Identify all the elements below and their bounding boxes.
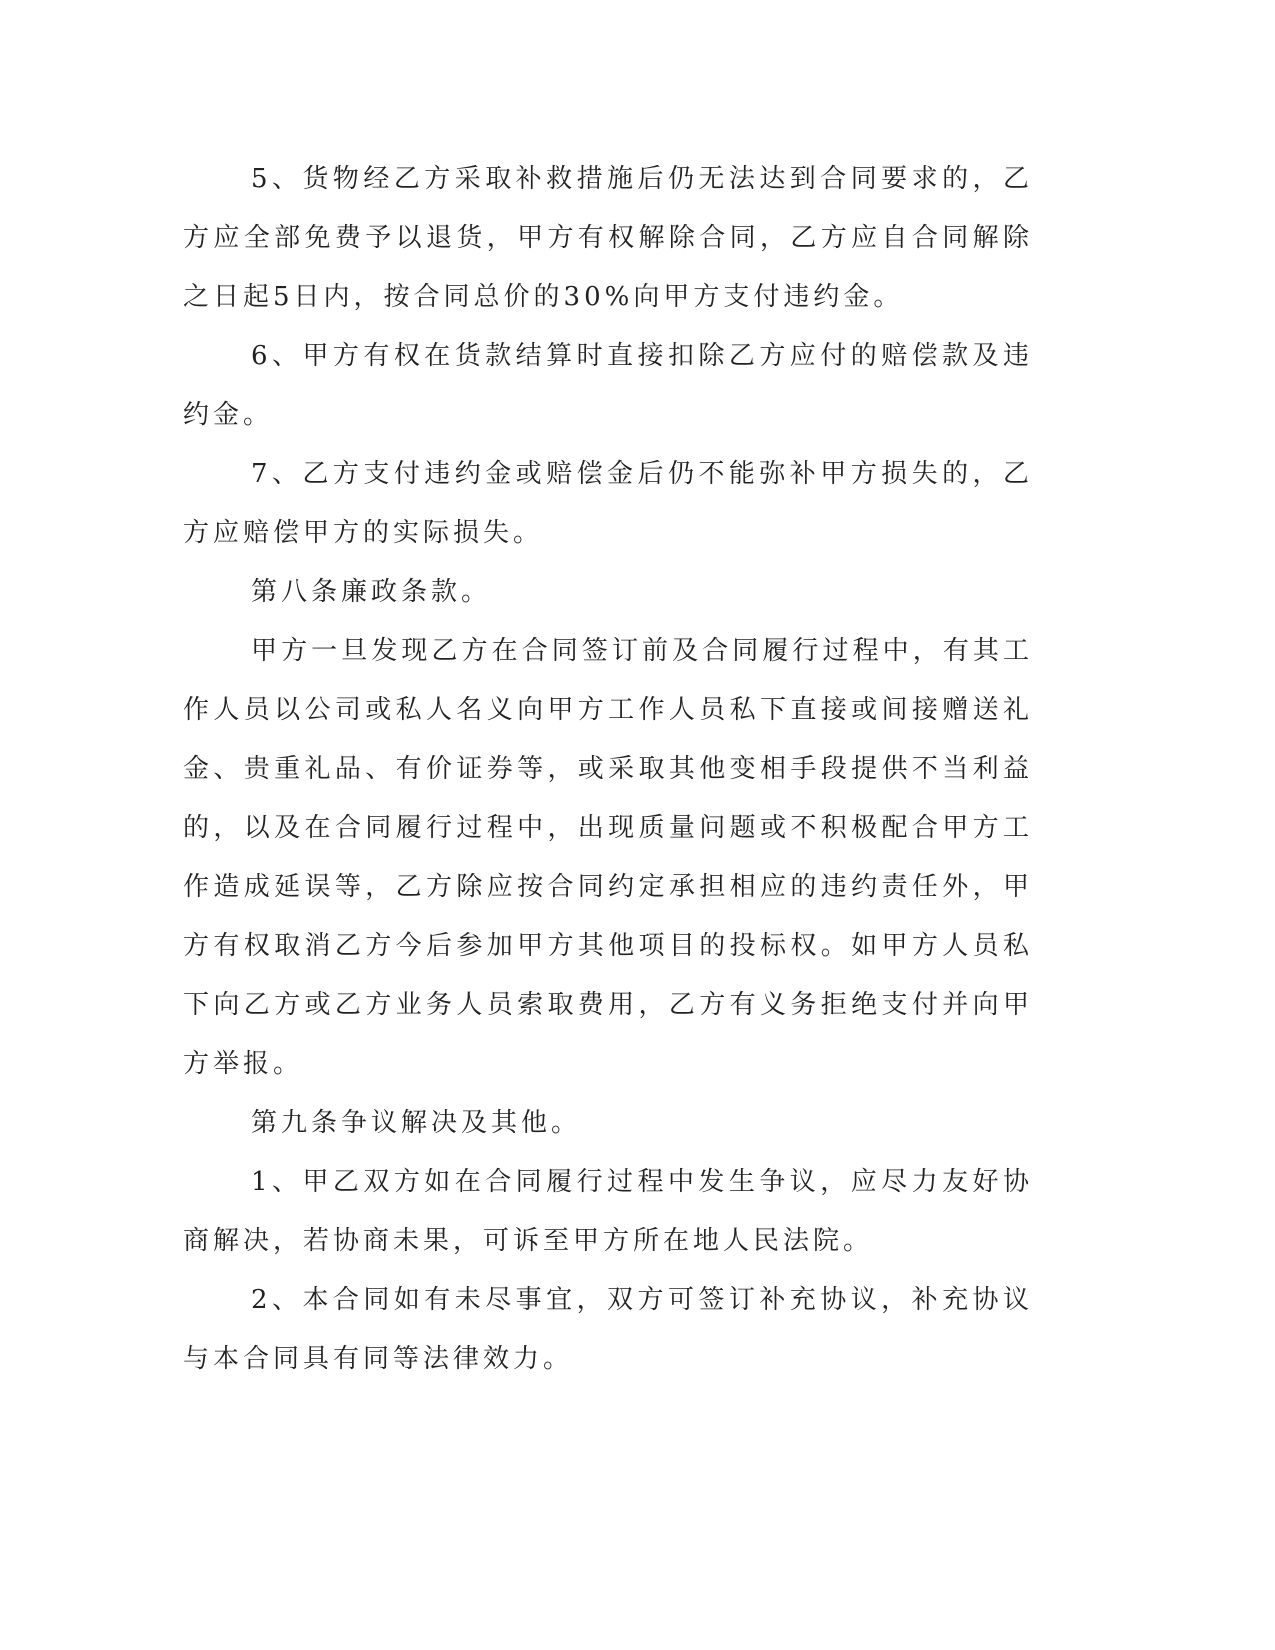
article-8-heading: 第八条廉政条款。 xyxy=(251,577,492,607)
article-8-paragraph: 甲方一旦发现乙方在合同签订前及合同履行过程中，有其工作人员以公司或私人名义向甲方工作人员私下直接或间接赠送礼金、贵重礼品、有价证券等，或采取其他变相手段提供不当利益的，以及在合同履行过程中，出现质量问题或不积极配合甲方工作造成延误等，乙方除应按合同约定承担相应的违约责任外，甲方有权取消乙方今后参加甲方其他项目的投标权。如甲方人员私下向乙方或乙方业务人员索取费用，乙方有义务拒绝支付并向甲方举报。 xyxy=(183,636,1033,1079)
clause-5-paragraph: 5、货物经乙方采取补救措施后仍无法达到合同要求的，乙方应全部免费予以退货，甲方有权解除合同，乙方应自合同解除之日起5日内，按合同总价的30%向甲方支付违约金。 xyxy=(183,164,1033,312)
article-9-clause-1-paragraph: 1、甲乙双方如在合同履行过程中发生争议，应尽力友好协商解决，若协商未果，可诉至甲方所在地人民法院。 xyxy=(183,1167,1033,1256)
article-9-heading: 第九条争议解决及其他。 xyxy=(251,1108,582,1138)
document-body xyxy=(183,150,1033,1389)
clause-7-paragraph: 7、乙方支付违约金或赔偿金后仍不能弥补甲方损失的，乙方应赔偿甲方的实际损失。 xyxy=(183,459,1033,548)
article-9-clause-2-paragraph: 2、本合同如有未尽事宜，双方可签订补充协议，补充协议与本合同具有同等法律效力。 xyxy=(183,1285,1033,1374)
clause-6-paragraph: 6、甲方有权在货款结算时直接扣除乙方应付的赔偿款及违约金。 xyxy=(183,341,1033,430)
